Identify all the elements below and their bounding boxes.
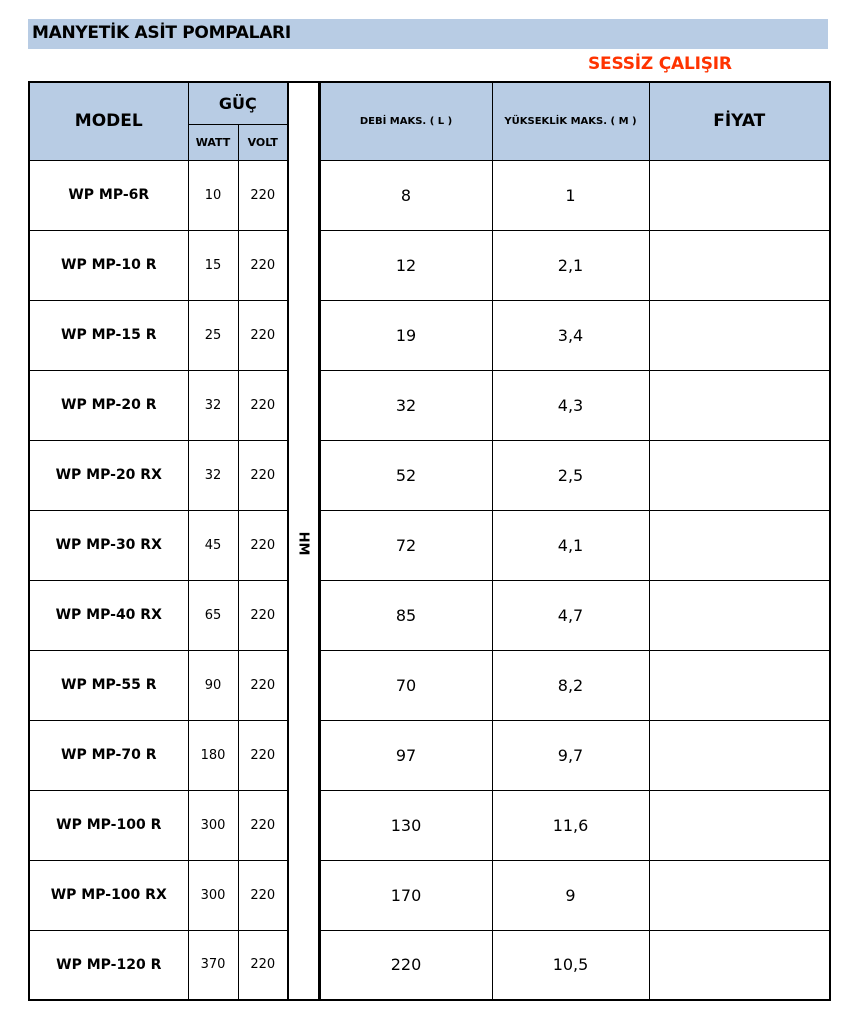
cell-watt: 300 bbox=[188, 860, 238, 930]
cell-volt: 220 bbox=[238, 370, 288, 440]
cell-yukseklik: 4,3 bbox=[492, 370, 649, 440]
table-row bbox=[29, 510, 830, 580]
table-row bbox=[29, 300, 830, 370]
cell-yukseklik: 2,1 bbox=[492, 230, 649, 300]
cell-model: WP MP-120 R bbox=[29, 930, 188, 1000]
cell-fiyat bbox=[649, 650, 830, 720]
cell-watt: 65 bbox=[188, 580, 238, 650]
cell-volt: 220 bbox=[238, 510, 288, 580]
table-row bbox=[29, 860, 830, 930]
header-fiyat: FİYAT bbox=[649, 82, 830, 160]
hm-vertical-label bbox=[288, 82, 319, 1000]
header-watt: WATT bbox=[188, 124, 238, 160]
cell-volt: 220 bbox=[238, 650, 288, 720]
cell-debi: 97 bbox=[319, 720, 492, 790]
page-title: MANYETİK ASİT POMPALARI bbox=[32, 23, 291, 43]
cell-model: WP MP-20 R bbox=[29, 370, 188, 440]
cell-model: WP MP-15 R bbox=[29, 300, 188, 370]
cell-debi: 32 bbox=[319, 370, 492, 440]
cell-fiyat bbox=[649, 790, 830, 860]
table-row bbox=[29, 370, 830, 440]
cell-debi: 19 bbox=[319, 300, 492, 370]
cell-yukseklik: 11,6 bbox=[492, 790, 649, 860]
cell-yukseklik: 10,5 bbox=[492, 930, 649, 1000]
cell-debi: 52 bbox=[319, 440, 492, 510]
cell-volt: 220 bbox=[238, 300, 288, 370]
cell-watt: 370 bbox=[188, 930, 238, 1000]
table-row bbox=[29, 930, 830, 1000]
table-row bbox=[29, 580, 830, 650]
cell-fiyat bbox=[649, 370, 830, 440]
cell-model: WP MP-40 RX bbox=[29, 580, 188, 650]
cell-volt: 220 bbox=[238, 230, 288, 300]
cell-volt: 220 bbox=[238, 860, 288, 930]
cell-model: WP MP-100 R bbox=[29, 790, 188, 860]
cell-debi: 85 bbox=[319, 580, 492, 650]
cell-watt: 300 bbox=[188, 790, 238, 860]
cell-watt: 32 bbox=[188, 370, 238, 440]
cell-volt: 220 bbox=[238, 720, 288, 790]
table-row bbox=[29, 720, 830, 790]
hm-text: HM bbox=[295, 531, 311, 555]
cell-debi: 220 bbox=[319, 930, 492, 1000]
cell-yukseklik: 4,7 bbox=[492, 580, 649, 650]
cell-yukseklik: 3,4 bbox=[492, 300, 649, 370]
cell-yukseklik: 9 bbox=[492, 860, 649, 930]
cell-watt: 32 bbox=[188, 440, 238, 510]
cell-volt: 220 bbox=[238, 790, 288, 860]
product-table bbox=[28, 81, 831, 1001]
cell-debi: 170 bbox=[319, 860, 492, 930]
cell-watt: 15 bbox=[188, 230, 238, 300]
cell-fiyat bbox=[649, 580, 830, 650]
cell-debi: 8 bbox=[319, 160, 492, 230]
cell-fiyat bbox=[649, 230, 830, 300]
table-row bbox=[29, 650, 830, 720]
cell-debi: 72 bbox=[319, 510, 492, 580]
cell-watt: 10 bbox=[188, 160, 238, 230]
cell-yukseklik: 4,1 bbox=[492, 510, 649, 580]
cell-volt: 220 bbox=[238, 160, 288, 230]
subtitle: SESSİZ ÇALIŞIR bbox=[588, 54, 732, 74]
cell-fiyat bbox=[649, 300, 830, 370]
cell-fiyat bbox=[649, 860, 830, 930]
cell-model: WP MP-6R bbox=[29, 160, 188, 230]
header-debi: DEBİ MAKS. ( L ) bbox=[319, 82, 492, 160]
cell-volt: 220 bbox=[238, 440, 288, 510]
title-bar bbox=[28, 19, 828, 49]
cell-yukseklik: 9,7 bbox=[492, 720, 649, 790]
cell-model: WP MP-100 RX bbox=[29, 860, 188, 930]
cell-volt: 220 bbox=[238, 930, 288, 1000]
cell-fiyat bbox=[649, 510, 830, 580]
cell-debi: 12 bbox=[319, 230, 492, 300]
cell-model: WP MP-30 RX bbox=[29, 510, 188, 580]
header-guc: GÜÇ bbox=[188, 82, 288, 124]
cell-yukseklik: 8,2 bbox=[492, 650, 649, 720]
cell-fiyat bbox=[649, 160, 830, 230]
table-row bbox=[29, 440, 830, 510]
cell-watt: 90 bbox=[188, 650, 238, 720]
table-row bbox=[29, 230, 830, 300]
cell-yukseklik: 1 bbox=[492, 160, 649, 230]
cell-model: WP MP-70 R bbox=[29, 720, 188, 790]
cell-watt: 180 bbox=[188, 720, 238, 790]
cell-watt: 25 bbox=[188, 300, 238, 370]
cell-fiyat bbox=[649, 930, 830, 1000]
table-row bbox=[29, 790, 830, 860]
cell-model: WP MP-55 R bbox=[29, 650, 188, 720]
cell-debi: 70 bbox=[319, 650, 492, 720]
cell-volt: 220 bbox=[238, 580, 288, 650]
cell-debi: 130 bbox=[319, 790, 492, 860]
cell-watt: 45 bbox=[188, 510, 238, 580]
header-volt: VOLT bbox=[238, 124, 288, 160]
table-row bbox=[29, 160, 830, 230]
cell-fiyat bbox=[649, 440, 830, 510]
header-model: MODEL bbox=[29, 82, 188, 160]
header-yukseklik: YÜKSEKLİK MAKS. ( M ) bbox=[492, 82, 649, 160]
cell-model: WP MP-10 R bbox=[29, 230, 188, 300]
cell-yukseklik: 2,5 bbox=[492, 440, 649, 510]
cell-model: WP MP-20 RX bbox=[29, 440, 188, 510]
cell-fiyat bbox=[649, 720, 830, 790]
